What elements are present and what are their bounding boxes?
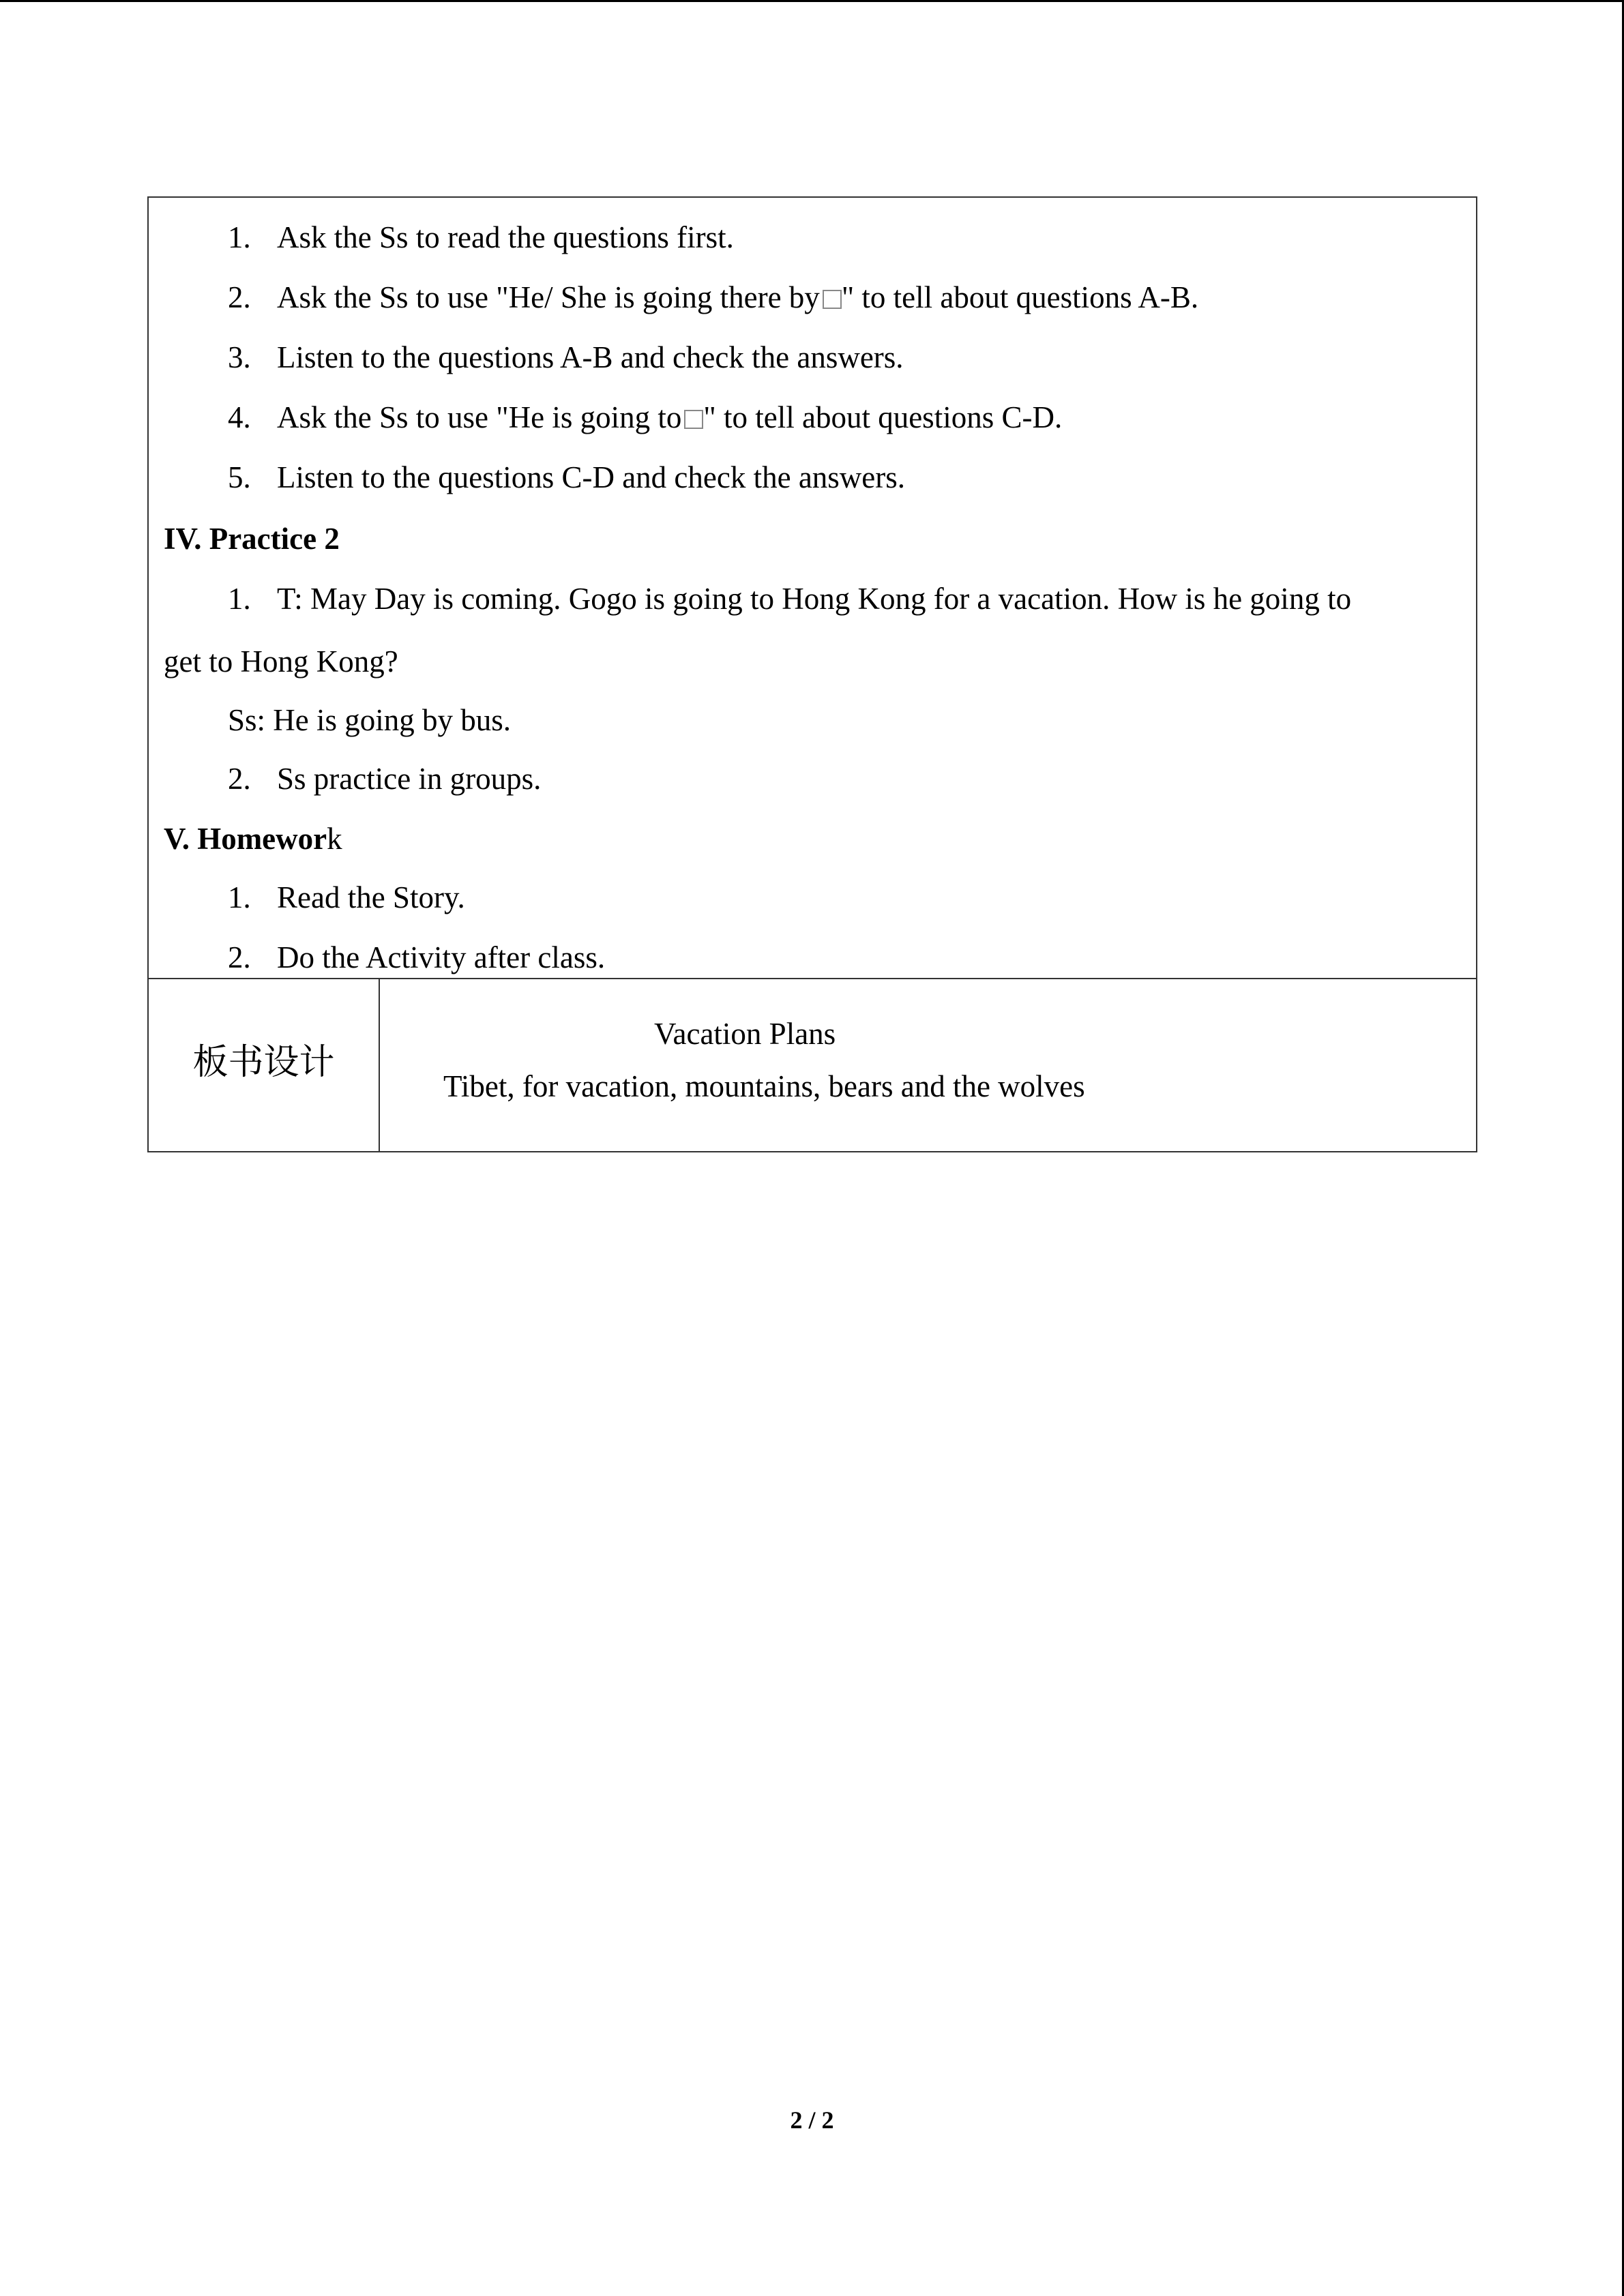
step-text-before: Ask the Ss to use "He is going to: [277, 400, 682, 434]
practice2-step-2: [228, 764, 541, 794]
step-text: Ask the Ss to read the questions first.: [277, 220, 734, 254]
homework-heading: [164, 824, 342, 854]
step-text: Ss practice in groups.: [277, 762, 542, 796]
homework-step-1: [228, 882, 465, 913]
practice2-step-1: [228, 584, 1351, 614]
step-1: [228, 222, 734, 253]
step-number: 5.: [228, 460, 251, 494]
step-number: 1.: [228, 880, 251, 914]
step-text: T: May Day is coming. Gogo is going to Hong Kong for a vacation. How is he going to: [277, 582, 1352, 616]
step-number: 1.: [228, 582, 251, 616]
step-4: [228, 402, 1062, 433]
homework-step-2: [228, 942, 605, 973]
step-text-after: " to tell about questions A-B.: [841, 280, 1199, 314]
step-2: [228, 282, 1198, 313]
practice2-heading: IV. Practice 2: [164, 522, 340, 556]
board-content-cell: [379, 979, 1477, 1152]
step-number: 1.: [228, 220, 251, 254]
step-text: Listen to the questions A-B and check the answers.: [277, 340, 904, 374]
homework-heading-bold: V. Homewor: [164, 822, 327, 856]
board-design-label: 板书设计: [192, 1042, 335, 1083]
step-number: 2.: [228, 762, 251, 796]
step-text: Do the Activity after class.: [277, 940, 606, 974]
board-label-cell: [148, 979, 379, 1152]
step-3: [228, 342, 904, 373]
blank-box-icon: [684, 410, 703, 429]
blank-box-icon: [823, 290, 842, 309]
procedure-row: [148, 197, 1477, 979]
step-text-before: Ask the Ss to use "He/ She is going there by: [277, 280, 820, 314]
procedure-cell: [148, 197, 1477, 979]
step-text: Read the Story.: [277, 880, 465, 914]
step-number: 3.: [228, 340, 251, 374]
step-number: 4.: [228, 400, 251, 434]
step-number: 2.: [228, 280, 251, 314]
step-number: 2.: [228, 940, 251, 974]
page-number: 2 / 2: [790, 2106, 834, 2134]
ss-answer: Ss: He is going by bus.: [228, 703, 512, 737]
step-text-after: " to tell about questions C-D.: [703, 400, 1063, 434]
homework-heading-rest: k: [327, 822, 342, 856]
board-words: Tibet, for vacation, mountains, bears and the wolves: [443, 1069, 1085, 1103]
board-title: Vacation Plans: [654, 1017, 836, 1051]
step-5: [228, 462, 905, 493]
lesson-plan-table: [147, 196, 1477, 1152]
practice2-step-1-continued: get to Hong Kong?: [164, 644, 398, 679]
step-text: Listen to the questions C-D and check the answers.: [277, 460, 906, 494]
board-design-row: [148, 979, 1477, 1152]
